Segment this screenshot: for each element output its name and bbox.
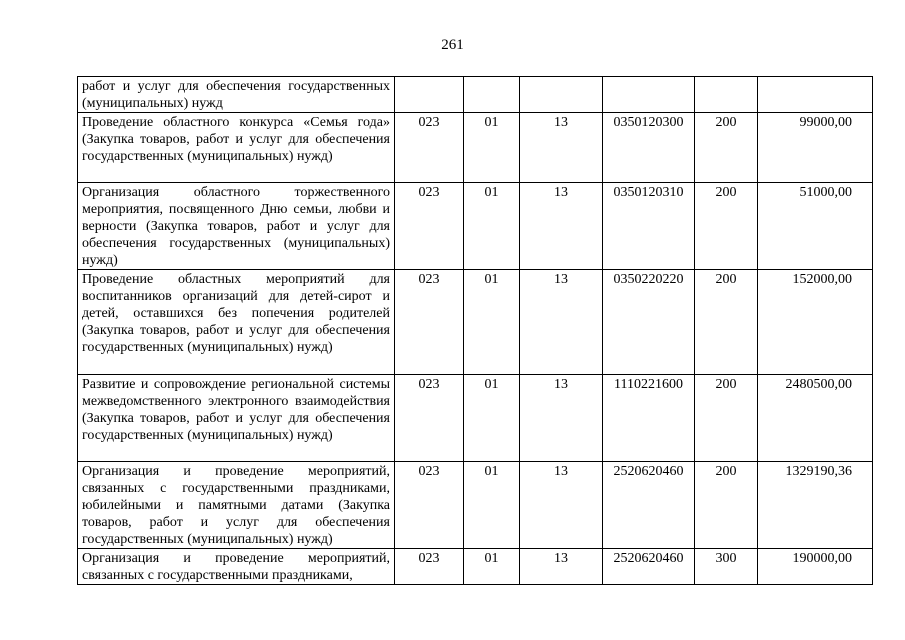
section-code-cell: 01 [464,462,520,549]
department-code-cell: 023 [395,375,464,462]
department-code-cell: 023 [395,113,464,183]
expense-type-cell [695,77,758,113]
amount-cell: 1329190,36 [758,462,873,549]
amount-cell [758,77,873,113]
department-code-cell: 023 [395,462,464,549]
expense-type-cell: 200 [695,375,758,462]
subsection-code-cell: 13 [520,375,603,462]
amount-cell: 190000,00 [758,549,873,585]
table-row [78,462,873,549]
expense-type-cell: 200 [695,270,758,375]
amount-cell: 99000,00 [758,113,873,183]
target-article-cell: 1110221600 [603,375,695,462]
expense-name-cell: Проведение областных мероприятий для воспитанников организаций для детей-сирот и детей, оставшихся без попечения родителей (Закупка товаров, работ и услуг для обеспечения государственных (муниципальных) нужд) [78,270,395,375]
section-code-cell: 01 [464,270,520,375]
expense-name-cell: Организация и проведение мероприятий, связанных с государственными праздниками, юбилейными и памятными датами (Закупка товаров, работ и услуг для обеспечения государственных (муниципальных) нужд) [78,462,395,549]
expense-name-cell: Проведение областного конкурса «Семья года» (Закупка товаров, работ и услуг для обеспечения государственных (муниципальных) нужд) [78,113,395,183]
target-article-cell: 2520620460 [603,549,695,585]
department-code-cell: 023 [395,270,464,375]
subsection-code-cell [520,77,603,113]
expense-type-cell: 200 [695,183,758,270]
expense-type-cell: 200 [695,462,758,549]
expense-name-cell: работ и услуг для обеспечения государственных (муниципальных) нужд [78,77,395,113]
section-code-cell: 01 [464,183,520,270]
department-code-cell: 023 [395,183,464,270]
expense-type-cell: 200 [695,113,758,183]
section-code-cell [464,77,520,113]
table-row [78,77,873,113]
amount-cell: 2480500,00 [758,375,873,462]
target-article-cell: 2520620460 [603,462,695,549]
table-row [78,113,873,183]
amount-cell: 152000,00 [758,270,873,375]
table-row [78,375,873,462]
expense-name-cell: Организация областного торжественного мероприятия, посвященного Дню семьи, любви и верности (Закупка товаров, работ и услуг для обеспечения государственных (муниципальных) нужд) [78,183,395,270]
subsection-code-cell: 13 [520,549,603,585]
expense-name-cell: Развитие и сопровождение региональной системы межведомственного электронного взаимодействия (Закупка товаров, работ и услуг для обеспечения государственных (муниципальных) нужд) [78,375,395,462]
expense-name-cell: Организация и проведение мероприятий, связанных с государственными праздниками, [78,549,395,585]
subsection-code-cell: 13 [520,270,603,375]
subsection-code-cell: 13 [520,183,603,270]
target-article-cell: 0350120300 [603,113,695,183]
section-code-cell: 01 [464,113,520,183]
subsection-code-cell: 13 [520,113,603,183]
budget-table [77,76,873,585]
section-code-cell: 01 [464,375,520,462]
section-code-cell: 01 [464,549,520,585]
table-row [78,183,873,270]
target-article-cell [603,77,695,113]
table-row [78,270,873,375]
expense-type-cell: 300 [695,549,758,585]
amount-cell: 51000,00 [758,183,873,270]
department-code-cell: 023 [395,549,464,585]
subsection-code-cell: 13 [520,462,603,549]
target-article-cell: 0350220220 [603,270,695,375]
department-code-cell [395,77,464,113]
table-row [78,549,873,585]
target-article-cell: 0350120310 [603,183,695,270]
page-number: 261 [441,37,464,53]
